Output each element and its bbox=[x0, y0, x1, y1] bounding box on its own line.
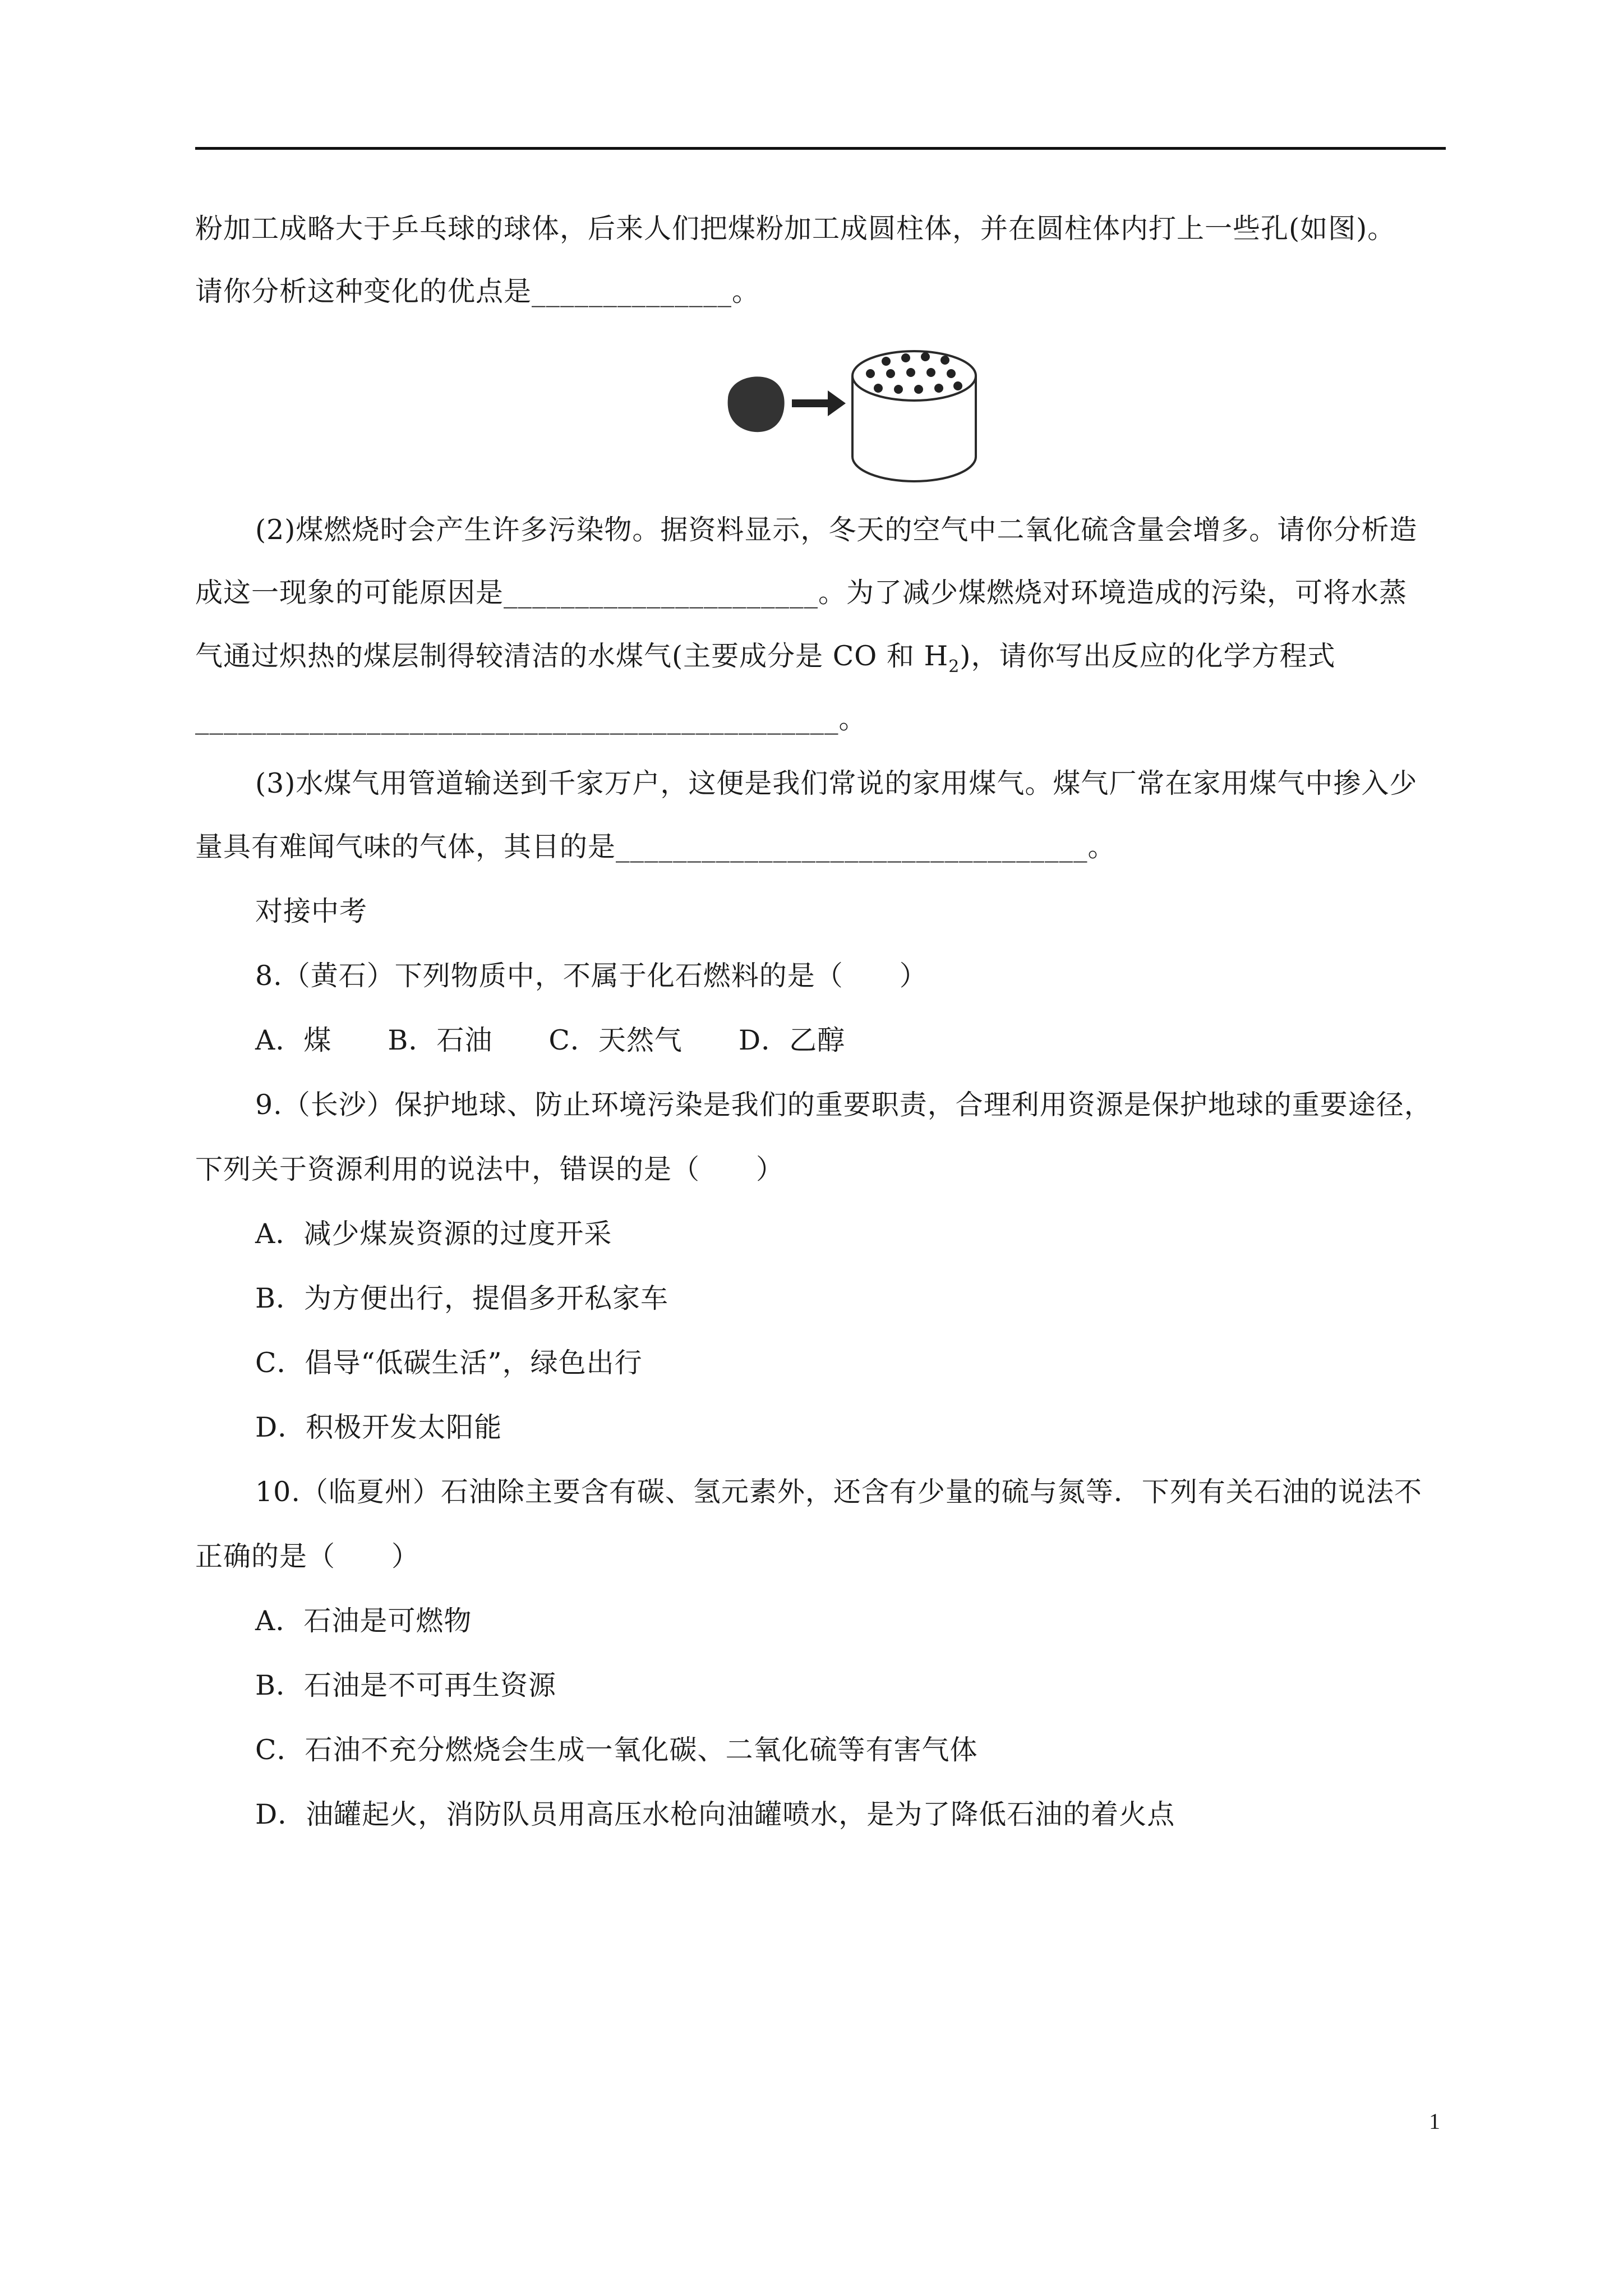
answer-blank: _________________________________ bbox=[616, 831, 1088, 863]
q9-stem-line2: 下列关于资源利用的说法中，错误的是（ ） bbox=[195, 1153, 785, 1185]
q7-part1-prompt: 请你分析这种变化的优点是 bbox=[195, 275, 532, 307]
q10-stem-line1: 10.（临夏州）石油除主要含有碳、氢元素外，还含有少量的硫与氮等．下列有关石油的说法不 bbox=[255, 1476, 1422, 1508]
coal-briquette-figure bbox=[718, 337, 981, 488]
q7-part3-prompt: 量具有难闻气味的气体，其目的是 bbox=[195, 831, 616, 863]
q7-part3-line2 bbox=[195, 830, 1116, 864]
q9-option-b: B．为方便出行，提倡多开私家车 bbox=[255, 1282, 669, 1314]
section-heading: 对接中考 bbox=[255, 895, 368, 927]
q7-part2-line3 bbox=[195, 639, 1336, 677]
subscript: 2 bbox=[948, 657, 960, 677]
q10-stem-line2: 正确的是（ ） bbox=[195, 1540, 420, 1572]
q7-part2-prompt: 成这一现象的可能原因是 bbox=[195, 577, 504, 609]
q7-part2-line2 bbox=[195, 576, 1407, 610]
q8-options: A．煤 B．石油 C．天然气 D．乙醇 bbox=[255, 1024, 846, 1056]
q7-part2-line1: (2)煤燃烧时会产生许多污染物。据资料显示，冬天的空气中二氧化硫含量会增多。请你分析造 bbox=[255, 514, 1418, 546]
q9-option-c: C．倡导“低碳生活”，绿色出行 bbox=[255, 1347, 643, 1379]
q9-stem-line1: 9.（长沙）保护地球、防止环境污染是我们的重要职责，合理利用资源是保护地球的重要途径， bbox=[255, 1089, 1432, 1121]
q7-part2-line4 bbox=[195, 702, 867, 736]
header-rule bbox=[195, 147, 1446, 150]
q10-option-a: A．石油是可燃物 bbox=[255, 1605, 472, 1637]
q7-part3-line1: (3)水煤气用管道输送到千家万户，这便是我们常说的家用煤气。煤气厂常在家用煤气中掺入少 bbox=[255, 767, 1418, 799]
q7-part2-equation-prompt: )，请你写出反应的化学方程式 bbox=[960, 640, 1336, 672]
arrow-icon bbox=[792, 390, 846, 416]
q8-stem: 8.（黄石）下列物质中，不属于化石燃料的是（ ） bbox=[255, 960, 928, 992]
q7-part2-formula-text: 气通过炽热的煤层制得较清洁的水煤气(主要成分是 CO 和 H bbox=[195, 640, 949, 672]
q10-option-c: C．石油不充分燃烧会生成一氧化碳、二氧化硫等有害气体 bbox=[255, 1734, 978, 1766]
punctuation: 。 bbox=[838, 703, 867, 735]
q7-part2-continuation: 。为了减少煤燃烧对环境造成的污染，可将水蒸 bbox=[818, 577, 1408, 609]
answer-blank: ______________________ bbox=[504, 577, 819, 609]
punctuation: 。 bbox=[1087, 831, 1116, 863]
punctuation: 。 bbox=[732, 275, 760, 307]
q9-option-d: D．积极开发太阳能 bbox=[255, 1411, 502, 1443]
q7-part1-line1: 粉加工成略大于乒乓球的球体，后来人们把煤粉加工成圆柱体，并在圆柱体内打上一些孔(如图)。 bbox=[195, 213, 1396, 245]
answer-blank: _____________________________________________ bbox=[195, 703, 839, 735]
page-number: 1 bbox=[1429, 2109, 1440, 2134]
q10-option-d: D．油罐起火，消防队员用高压水枪向油罐喷水，是为了降低石油的着火点 bbox=[255, 1798, 1175, 1830]
q9-option-a: A．减少煤炭资源的过度开采 bbox=[255, 1218, 612, 1250]
coal-lump-icon bbox=[728, 376, 785, 432]
q10-option-b: B．石油是不可再生资源 bbox=[255, 1669, 557, 1701]
answer-blank: ______________ bbox=[532, 275, 732, 307]
q7-part1-line2 bbox=[195, 275, 760, 309]
